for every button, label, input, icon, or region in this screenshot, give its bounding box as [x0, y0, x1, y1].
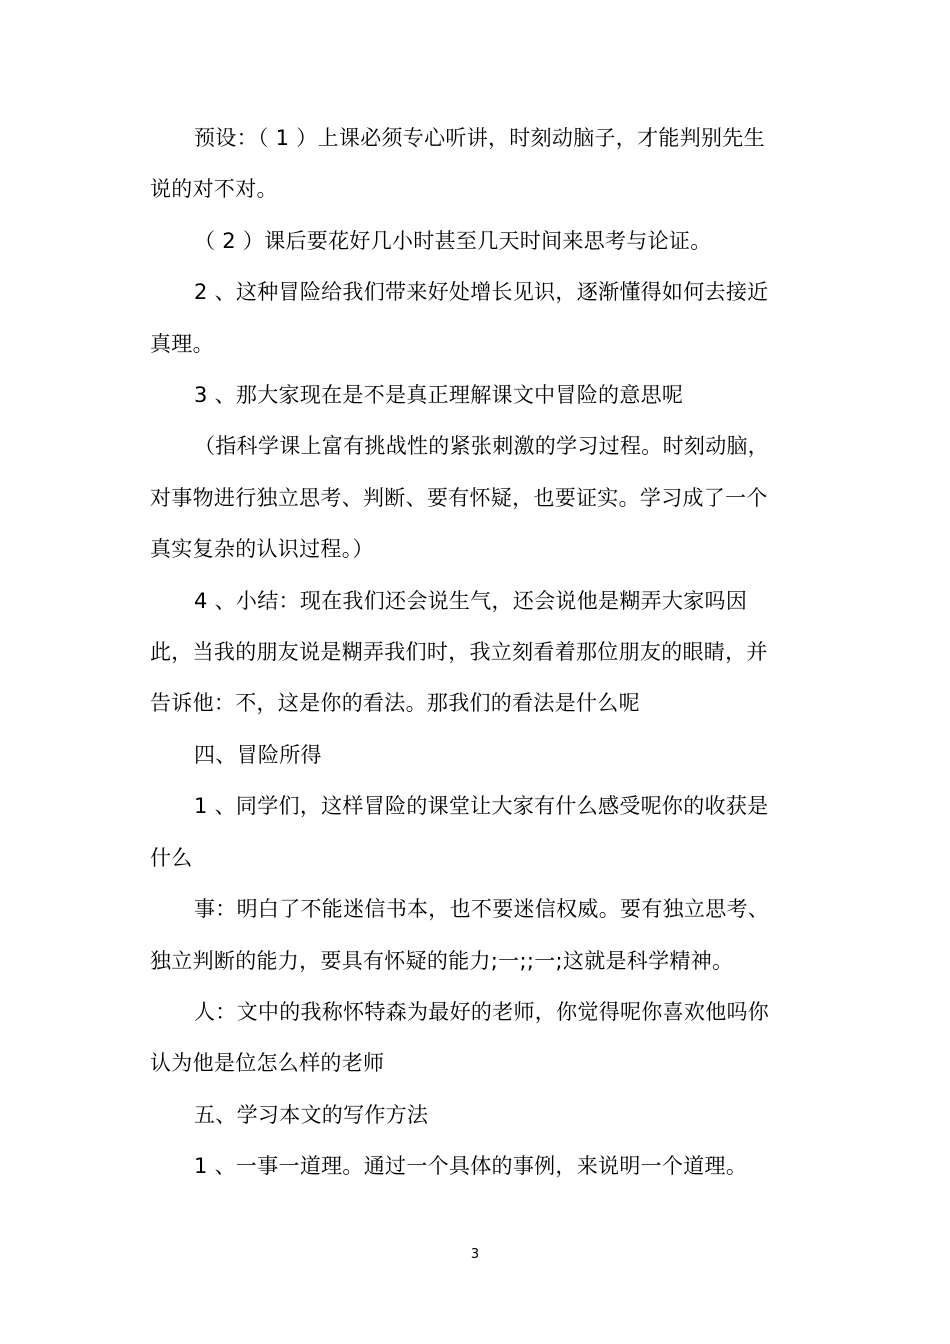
paragraph-line: 真理。: [150, 332, 214, 356]
paragraph-line: 1 、同学们，这样冒险的课堂让大家有什么感受呢你的收获是: [194, 794, 769, 818]
section-heading: 四、冒险所得: [194, 743, 322, 767]
paragraph-line: 真实复杂的认识过程。）: [150, 537, 374, 561]
paragraph-line: 认为他是位怎么样的老师: [150, 1051, 385, 1075]
paragraph-line: 说的对不对。: [150, 177, 278, 201]
paragraph-line: 3 、那大家现在是不是真正理解课文中冒险的意思呢: [194, 383, 684, 407]
paragraph-line: （ 2 ）课后要花好几小时甚至几天时间来思考与论证。: [194, 229, 712, 253]
paragraph-line: （指科学课上富有挑战性的紧张刺激的学习过程。时刻动脑，: [194, 434, 770, 458]
section-heading: 五、学习本文的写作方法: [194, 1103, 429, 1127]
paragraph-line: 2 、这种冒险给我们带来好处增长见识，逐渐懂得如何去接近: [194, 280, 769, 304]
paragraph-line: 事：明白了不能迷信书本，也不要迷信权威。要有独立思考、: [194, 897, 770, 921]
paragraph-line: 告诉他：不，这是你的看法。那我们的看法是什么呢: [150, 691, 640, 715]
paragraph-line: 独立判断的能力，要具有怀疑的能力;一;;一;这就是科学精神。: [150, 949, 734, 973]
paragraph-line: 1 、一事一道理。通过一个具体的事例，来说明一个道理。: [194, 1154, 748, 1178]
paragraph-line: 对事物进行独立思考、判断、要有怀疑，也要证实。学习成了一个: [150, 486, 768, 510]
paragraph-line: 什么: [150, 846, 193, 870]
paragraph-line: 此，当我的朋友说是糊弄我们时，我立刻看着那位朋友的眼睛，并: [150, 640, 768, 664]
paragraph-line: 4 、小结：现在我们还会说生气，还会说他是糊弄大家吗因: [194, 589, 748, 613]
paragraph-line: 人：文中的我称怀特森为最好的老师，你觉得呢你喜欢他吗你: [194, 1000, 770, 1024]
paragraph-line: 预设：（ 1 ）上课必须专心听讲，时刻动脑子，才能判别先生: [194, 126, 765, 150]
page-number: 3: [470, 1247, 480, 1262]
